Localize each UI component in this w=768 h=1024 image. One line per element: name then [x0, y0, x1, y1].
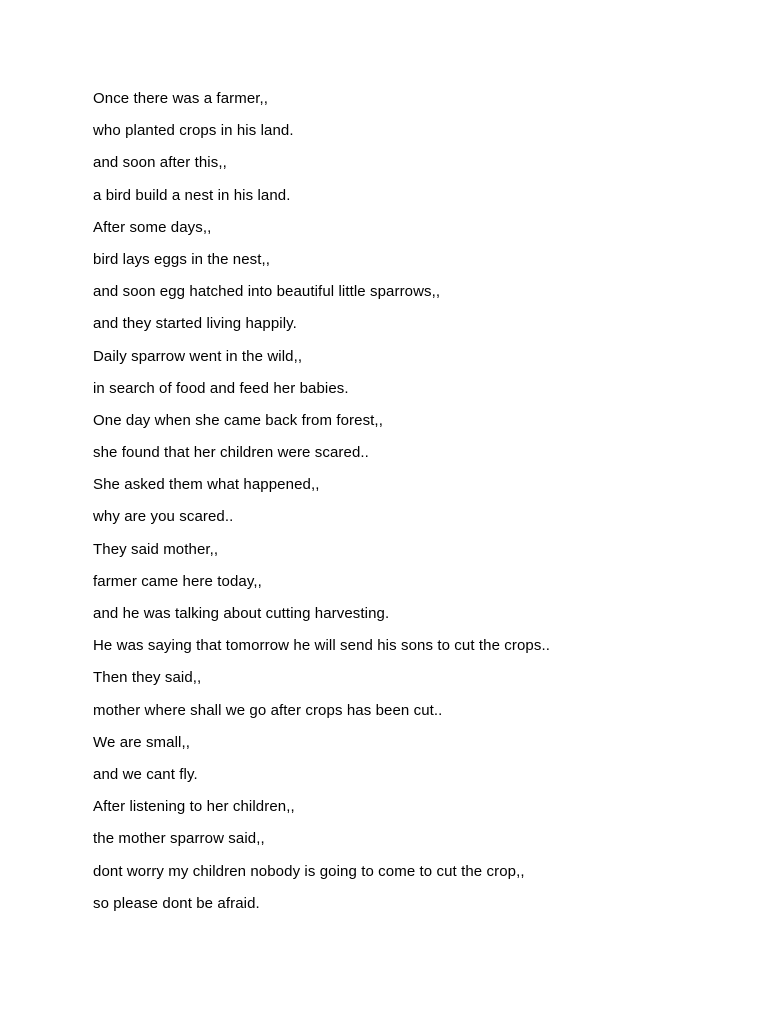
text-line: and soon after this,, [93, 154, 227, 172]
text-line: We are small,, [93, 733, 190, 751]
text-line: and soon egg hatched into beautiful little sparrows,, [93, 283, 441, 301]
text-line: and we cant fly. [93, 765, 198, 783]
text-line: After listening to her children,, [93, 798, 295, 816]
text-line: so please dont be afraid. [93, 894, 260, 912]
text-line: One day when she came back from forest,, [93, 411, 383, 429]
text-line: Once there was a farmer,, [93, 90, 269, 107]
text-line: who planted crops in his land. [93, 122, 294, 140]
text-line: mother where shall we go after crops has been cut.. [93, 701, 443, 719]
text-line: a bird build a nest in his land. [93, 186, 291, 204]
text-line: in search of food and feed her babies. [93, 379, 349, 397]
text-line: farmer came here today,, [93, 572, 262, 590]
text-line: bird lays eggs in the nest,, [93, 250, 271, 268]
text-line: Daily sparrow went in the wild,, [93, 347, 303, 365]
text-line: Then they said,, [93, 669, 202, 687]
text-line: After some days,, [93, 218, 212, 236]
text-line: the mother sparrow said,, [93, 830, 265, 848]
text-line: why are you scared.. [93, 508, 234, 526]
text-line: she found that her children were scared.. [93, 444, 369, 462]
text-line: and he was talking about cutting harvesting. [93, 605, 390, 622]
text-line: They said mother,, [93, 540, 219, 558]
text-line: She asked them what happened,, [93, 476, 320, 494]
text-line: and they started living happily. [93, 315, 297, 333]
text-line: He was saying that tomorrow he will send his sons to cut the crops.. [93, 637, 551, 655]
story-text [93, 86, 733, 923]
text-line: dont worry my children nobody is going to come to cut the crop,, [93, 862, 525, 880]
